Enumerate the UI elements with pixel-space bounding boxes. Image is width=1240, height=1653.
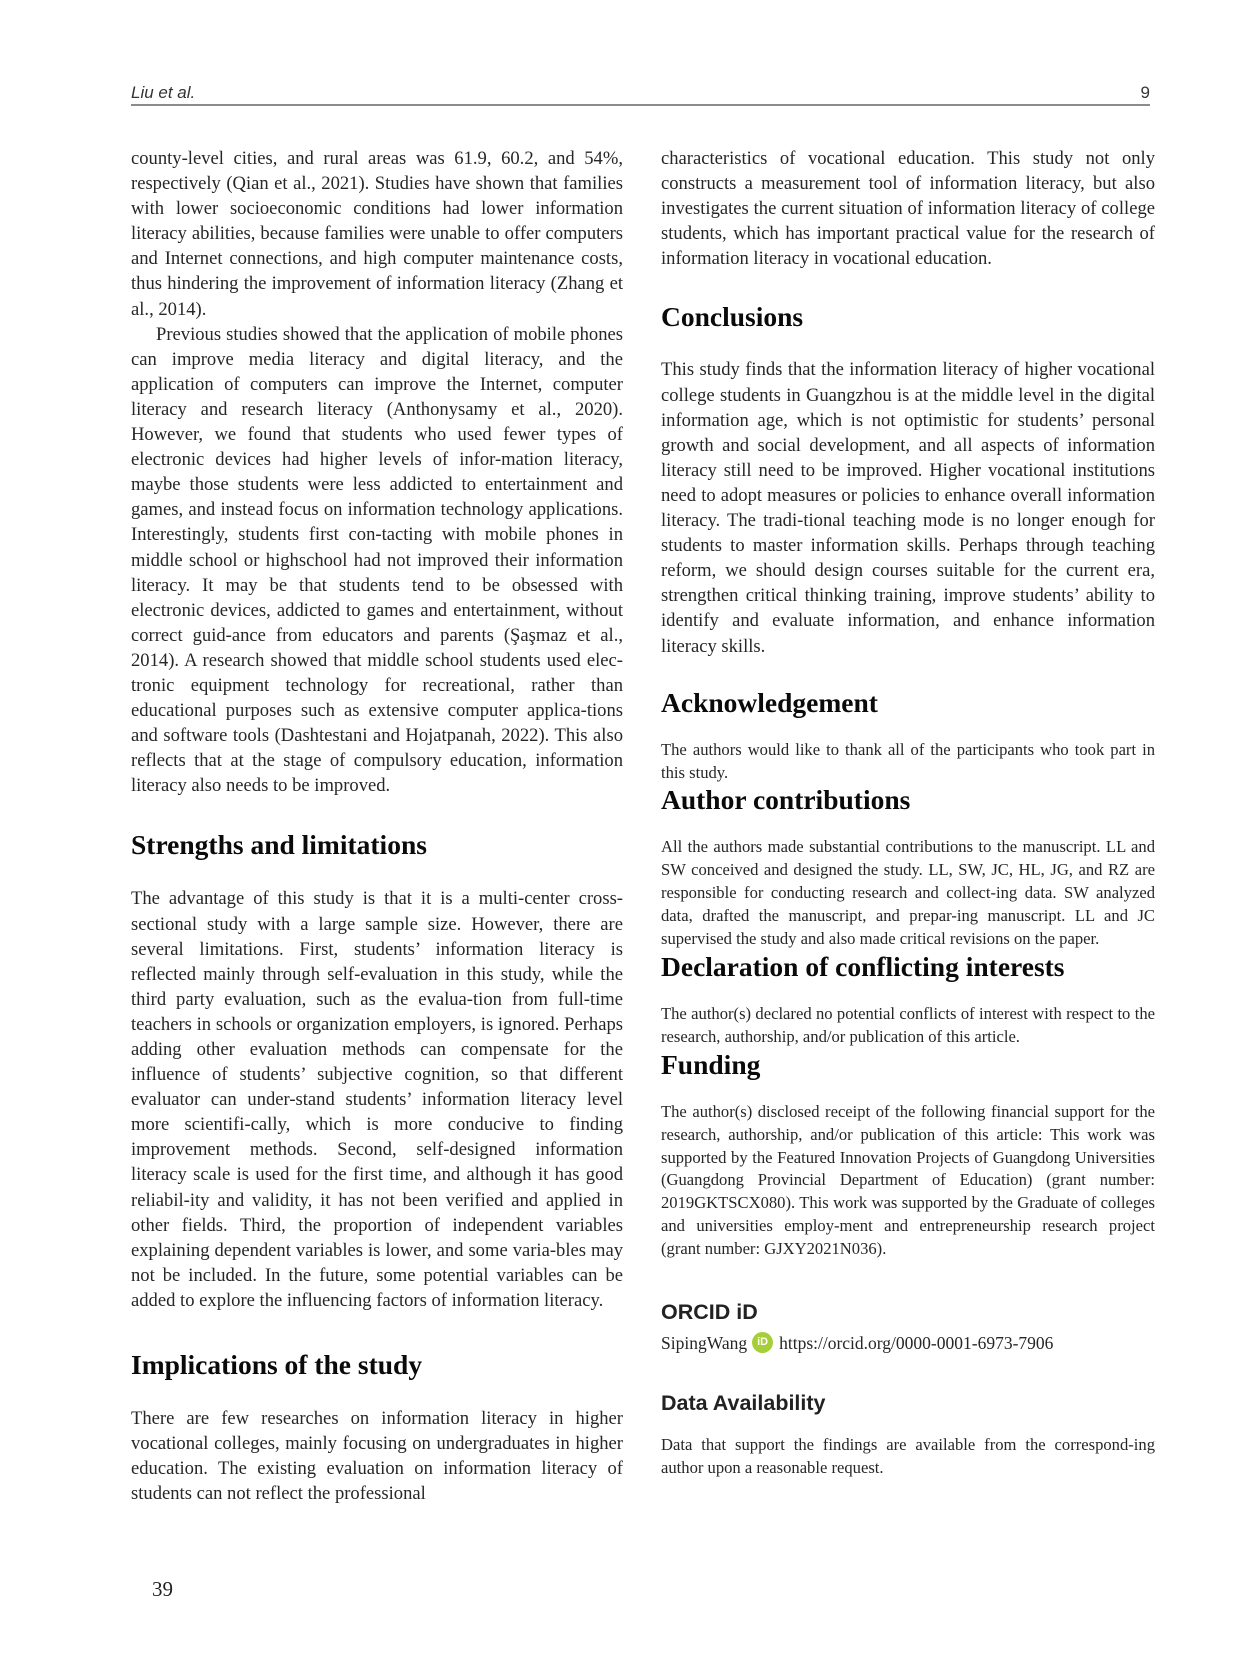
orcid-author-name: SipingWang [661, 1333, 748, 1354]
heading-implications: Implications of the study [131, 1349, 423, 1381]
right-column [661, 146, 1155, 1480]
paragraph-data-availability: Data that support the findings are available from the correspond-ing author upon a reasonable request. [661, 1435, 1155, 1477]
heading-conflicting-interests: Declaration of conflicting interests [661, 950, 1065, 982]
paragraph-acknowledgement: The authors would like to thank all of the participants who took part in this study. [661, 739, 1155, 782]
paragraph-conclusions: This study finds that the information literacy of higher vocational college students in Guangzhou is at the middle level in the digital information age, which is not optimistic for students’ personal growth and social development, and all aspects of information literacy still need to be improved. Higher vocational institutions need to adopt measures or policies to enhance overall information literacy. The tradi-tional teaching mode is no longer enough for students to master information skills. Perhaps through teaching reform, we should design courses suitable for the current era, strengthen critical thinking training, improve students’ ability to identify and evaluate information, and enhance information literacy skills. [661, 359, 1155, 657]
heading-funding: Funding [661, 1048, 761, 1080]
heading-acknowledgement: Acknowledgement [661, 686, 878, 718]
heading-conclusions: Conclusions [661, 301, 804, 333]
running-head-page-number: 9 [1140, 83, 1150, 102]
running-head [131, 84, 1150, 106]
orcid-entry [661, 1331, 1155, 1355]
paragraph-vocational-characteristics: characteristics of vocational education. This study not only constructs a measurement tool of information literacy, but also investigates the current situation of information literacy of college students, which has important practical value for the research of information literacy in vocational education. [661, 148, 1155, 270]
page-number: 39 [152, 1577, 173, 1601]
paragraph-author-contributions: All the authors made substantial contributions to the manuscript. LL and SW conceived and designed the study. LL, SW, JC, HL, JG, and RZ are responsible for conducting research and collect-ing data. SW analyzed data, drafted the manuscript, and prepar-ing manuscript. LL and JC supervised the study and also made critical revisions on the paper. [661, 837, 1155, 949]
running-head-authors: Liu et al. [131, 83, 196, 102]
paragraph-implications: There are few researches on information literacy in higher vocational colleges, mainly focusing on undergraduates in higher education. The existing evaluation on information literacy of students can not reflect the professional [131, 1408, 623, 1505]
heading-author-contributions: Author contributions [661, 784, 911, 816]
paragraph-socioeconomic: county-level cities, and rural areas was 61.9, 60.2, and 54%, respectively (Qian et al., 2021). Studies have shown that families with lower socioeconomic conditions had lower information literacy abilities, because families were unable to offer computers and Internet connections, and high computer maintenance costs, thus hindering the improvement of information literacy (Zhang et al., 2014). [131, 148, 623, 320]
heading-strengths-limitations: Strengths and limitations [131, 829, 427, 861]
paragraph-strengths-limitations: The advantage of this study is that it is a multi-center cross-sectional study with a large sample size. However, there are several limitations. First, students’ information literacy is reflected mainly through self-evaluation in this study, while the third party evaluation, such as the evalua-tion from full-time teachers in schools or organization employers, is ignored. Perhaps adding other evaluation methods can compensate for the influence of students’ subjective cognition, so that different evaluator can under-stand students’ information literacy level more scientifi-cally, which is more conducive to finding improvement methods. Second, self-designed information literacy scale is used for the first time, and although it has good reliabil-ity and validity, it has not been verified and applied in other fields. Third, the proportion of independent variables explaining dependent variables is lower, and some varia-bles may not be included. In the future, some potential variables can be added to explore the influencing factors of information literacy. [131, 888, 623, 1311]
paragraph-devices: Previous studies showed that the application of mobile phones can improve media literacy and digital literacy, and the application of computers can improve the Internet, computer literacy and research literacy (Anthonysamy et al., 2020). However, we found that students who used fewer types of electronic devices had higher levels of infor-mation literacy, maybe those students were less addicted to entertainment and games, and instead focus on information technology applications. Interestingly, students first con-tacting with mobile phones in middle school or highschool had not improved their information literacy. It may be that students tend to be obsessed with electronic devices, addicted to games and entertainment, without correct guid-ance from educators and parents (Şaşmaz et al., 2014). A research showed that middle school students used elec-tronic equipment technology for recreational, rather than educational purposes such as extensive computer applica-tions and software tools (Dashtestani and Hojatpanah, 2022). This also reflects that at the stage of compulsory education, information literacy also needs to be improved. [131, 323, 623, 797]
paragraph-funding: The author(s) disclosed receipt of the following financial support for the research, authorship, and/or publication of this article: This work was supported by the Featured Innovation Projects of Guangdong Universities (Guangdong Provincial Department of Education) (grant number: 2019GKTSCX080). This work was supported by the Graduate of colleges and universities employ-ment and entrepreneurship research project (grant number: GJXY2021N036). [661, 1101, 1155, 1259]
orcid-link[interactable]: https://orcid.org/0000-0001-6973-7906 [779, 1333, 1054, 1354]
orcid-icon: iD [752, 1332, 773, 1353]
heading-orcid: ORCID iD [661, 1300, 758, 1325]
left-column [131, 146, 623, 1506]
heading-data-availability: Data Availability [661, 1391, 826, 1416]
paragraph-conflicting-interests: The author(s) declared no potential conflicts of interest with respect to the research, authorship, and/or publication of this article. [661, 1003, 1155, 1046]
